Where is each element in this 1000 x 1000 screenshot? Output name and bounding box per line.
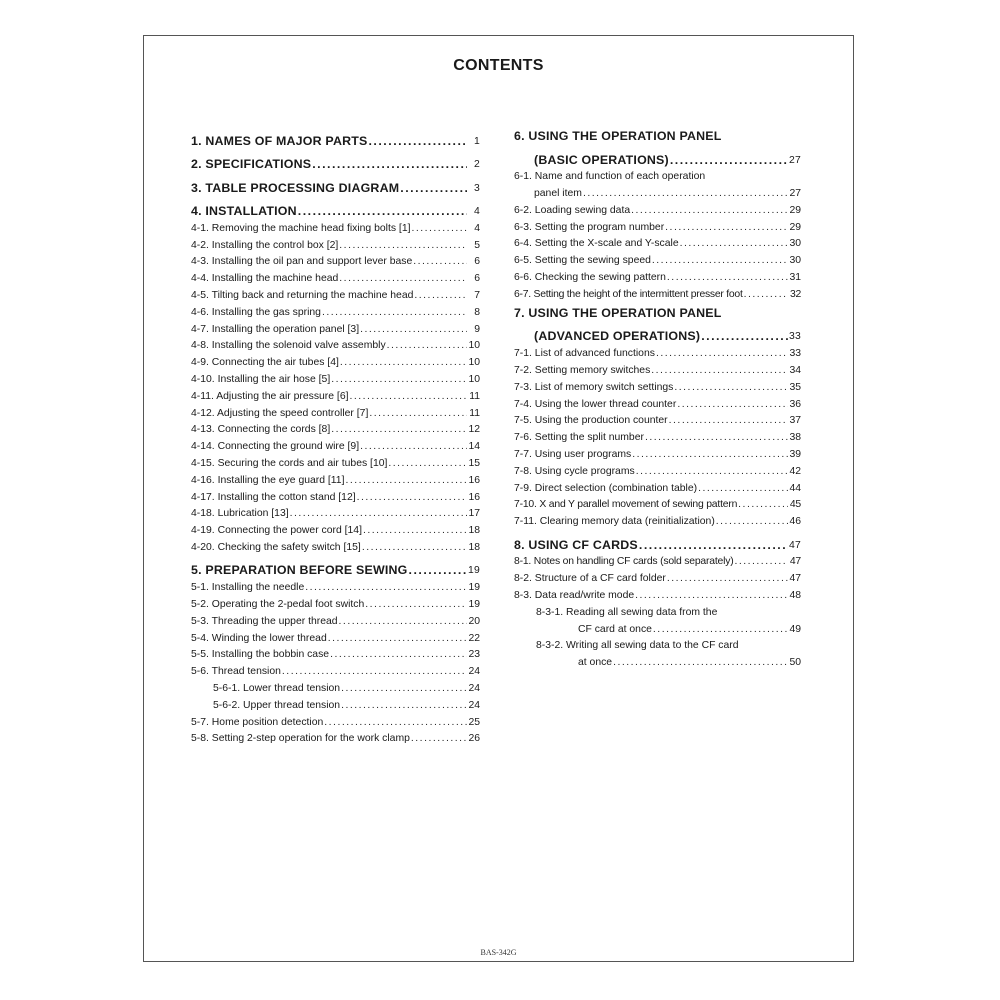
- toc-item[interactable]: 4-1. Removing the machine head fixing bolts [1] ..... 4: [191, 218, 480, 235]
- toc-item[interactable]: 4-4. Installing the machine head ..... 6: [191, 268, 480, 285]
- toc-section-8[interactable]: 8. USING CF CARDS ..... 47: [514, 528, 801, 552]
- toc-item[interactable]: 4-7. Installing the operation panel [3] ..... 9: [191, 319, 480, 336]
- toc-section-4[interactable]: 4. INSTALLATION ..... 4: [191, 195, 480, 219]
- toc-section-4-items: [191, 218, 480, 554]
- toc-item[interactable]: 8-1. Notes on handling CF cards (sold separately) ..... 47: [514, 552, 801, 569]
- toc-item[interactable]: 5-5. Installing the bobbin case ..... 23: [191, 645, 480, 662]
- toc-section-7-title: 7. USING THE OPERATION PANEL: [514, 305, 722, 320]
- toc-section-5[interactable]: 5. PREPARATION BEFORE SEWING ..... 19: [191, 554, 480, 578]
- toc-item[interactable]: 6-6. Checking the sewing pattern ..... 31: [514, 267, 801, 284]
- toc-item[interactable]: 4-11. Adjusting the air pressure [6] ..... 11: [191, 386, 480, 403]
- page-title: CONTENTS: [453, 57, 544, 74]
- toc-section-7-items: [514, 343, 801, 528]
- toc-item[interactable]: 4-8. Installing the solenoid valve assembly ..... 10: [191, 336, 480, 353]
- toc-item[interactable]: 7-3. List of memory switch settings ..... 35: [514, 377, 801, 394]
- toc-item[interactable]: 4-3. Installing the oil pan and support lever base ..... 6: [191, 252, 480, 269]
- toc-item[interactable]: 5-6. Thread tension ..... 24: [191, 661, 480, 678]
- toc-item[interactable]: 8-2. Structure of a CF card folder ..... 47: [514, 568, 801, 585]
- toc-item[interactable]: 7-11. Clearing memory data (reinitialization) ..... 46: [514, 511, 801, 528]
- toc-item[interactable]: 4-13. Connecting the cords [8] ..... 12: [191, 420, 480, 437]
- document-page: [143, 35, 854, 962]
- toc-subitem-8-3-1-title: 8-3-1. Reading all sewing data from the: [536, 606, 718, 618]
- toc-item[interactable]: 7-2. Setting memory switches ..... 34: [514, 360, 801, 377]
- toc-item[interactable]: 4-14. Connecting the ground wire [9] ..... 14: [191, 436, 480, 453]
- toc-item[interactable]: 8-3. Data read/write mode ..... 48: [514, 585, 801, 602]
- toc-subitem[interactable]: 5-6-2. Upper thread tension ..... 24: [191, 695, 480, 712]
- toc-section-5-items: [191, 577, 480, 745]
- toc-item[interactable]: 7-10. X and Y parallel movement of sewing pattern ..... 45: [514, 495, 801, 512]
- document-code-footer: BAS-342G: [480, 948, 517, 957]
- toc-item[interactable]: 4-12. Adjusting the speed controller [7] ..... 11: [191, 403, 480, 420]
- toc-section-2[interactable]: 2. SPECIFICATIONS ..... 2: [191, 148, 480, 172]
- toc-subitem[interactable]: 5-6-1. Lower thread tension ..... 24: [191, 678, 480, 695]
- toc-subitem-8-3-1[interactable]: CF card at once ..... 49: [514, 619, 801, 636]
- toc-item[interactable]: 5-7. Home position detection ..... 25: [191, 712, 480, 729]
- toc-item[interactable]: 5-4. Winding the lower thread ..... 22: [191, 628, 480, 645]
- toc-item[interactable]: 6-4. Setting the X-scale and Y-scale ..... 30: [514, 234, 801, 251]
- toc-section-8-items: [514, 552, 801, 602]
- toc-item[interactable]: 7-8. Using cycle programs ..... 42: [514, 461, 801, 478]
- toc-right-column: [514, 124, 801, 669]
- toc-item[interactable]: 7-5. Using the production counter ..... 37: [514, 411, 801, 428]
- toc-item[interactable]: 4-10. Installing the air hose [5] ..... 10: [191, 369, 480, 386]
- toc-item[interactable]: 5-8. Setting 2-step operation for the work clamp ..... 26: [191, 729, 480, 746]
- toc-item[interactable]: 4-2. Installing the control box [2] ..... 5: [191, 235, 480, 252]
- toc-item[interactable]: 6-3. Setting the program number ..... 29: [514, 217, 801, 234]
- toc-item[interactable]: 4-17. Installing the cotton stand [12] ..... 16: [191, 487, 480, 504]
- toc-item[interactable]: 7-7. Using user programs ..... 39: [514, 444, 801, 461]
- toc-left-column: [191, 124, 480, 745]
- toc-section-1[interactable]: 1. NAMES OF MAJOR PARTS ..... 1: [191, 124, 480, 148]
- toc-section-7[interactable]: (ADVANCED OPERATIONS) ..... 33: [514, 320, 801, 344]
- toc-item-6-1-title: 6-1. Name and function of each operation: [514, 171, 706, 183]
- toc-item[interactable]: 4-5. Tilting back and returning the machine head ..... 7: [191, 285, 480, 302]
- toc-section-6-title: 6. USING THE OPERATION PANEL: [514, 129, 722, 143]
- toc-item[interactable]: 5-3. Threading the upper thread ..... 20: [191, 611, 480, 628]
- toc-item[interactable]: 5-1. Installing the needle ..... 19: [191, 577, 480, 594]
- toc-item[interactable]: 6-5. Setting the sewing speed ..... 30: [514, 250, 801, 267]
- toc-item[interactable]: 6-7. Setting the height of the intermittent presser foot ..... 32: [514, 284, 801, 301]
- toc-item[interactable]: 5-2. Operating the 2-pedal foot switch ..... 19: [191, 594, 480, 611]
- toc-item[interactable]: 7-9. Direct selection (combination table) ..... 44: [514, 478, 801, 495]
- toc-item[interactable]: 6-2. Loading sewing data ..... 29: [514, 200, 801, 217]
- toc-item[interactable]: 7-4. Using the lower thread counter ..... 36: [514, 394, 801, 411]
- toc-item[interactable]: 4-16. Installing the eye guard [11] ..... 16: [191, 470, 480, 487]
- toc-item-6-1[interactable]: panel item ..... 27: [514, 183, 801, 200]
- toc-item[interactable]: 4-9. Connecting the air tubes [4] ..... 10: [191, 352, 480, 369]
- toc-item[interactable]: 4-15. Securing the cords and air tubes [10] ..... 15: [191, 453, 480, 470]
- toc-section-3[interactable]: 3. TABLE PROCESSING DIAGRAM ..... 3: [191, 171, 480, 195]
- toc-subitem-8-3-2-title: 8-3-2. Writing all sewing data to the CF card: [536, 640, 739, 652]
- toc-item[interactable]: 4-20. Checking the safety switch [15] ..... 18: [191, 537, 480, 554]
- toc-item[interactable]: 7-6. Setting the split number ..... 38: [514, 427, 801, 444]
- toc-item[interactable]: 4-18. Lubrication [13] ..... 17: [191, 504, 480, 521]
- toc-section-6-items: [514, 200, 801, 301]
- toc-item[interactable]: 7-1. List of advanced functions ..... 33: [514, 343, 801, 360]
- toc-section-6[interactable]: (BASIC OPERATIONS) ..... 27: [514, 143, 801, 167]
- toc-subitem-8-3-2[interactable]: at once ..... 50: [514, 652, 801, 669]
- toc-item[interactable]: 4-6. Installing the gas spring ..... 8: [191, 302, 480, 319]
- toc-item[interactable]: 4-19. Connecting the power cord [14] ..... 18: [191, 520, 480, 537]
